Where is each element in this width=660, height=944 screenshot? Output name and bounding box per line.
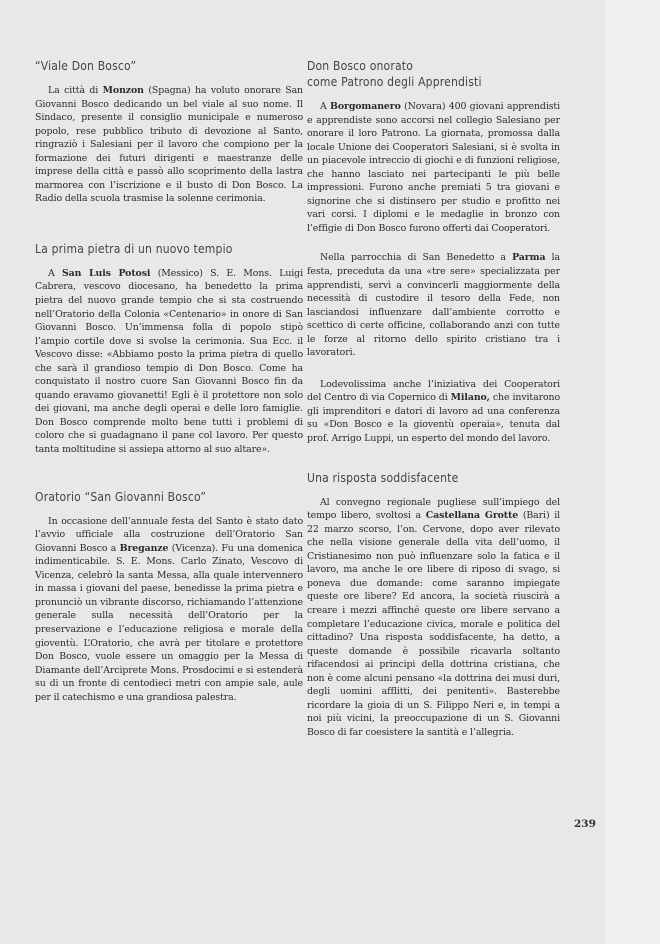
article-heading: La prima pietra di un nuovo tempio [35, 240, 233, 256]
place-name: Monzon [102, 85, 144, 96]
article-oratorio [35, 489, 303, 705]
place-name: Breganze [119, 542, 169, 554]
article-heading: Una risposta soddisfacente [307, 469, 459, 485]
article-heading [307, 58, 525, 90]
page-number: 239 [574, 818, 596, 830]
article-paragraph: La città di Monzon (Spagna) ha voluto onorare San Giovanni Bosco dedicando un bel viale al suo nome. Il Sindaco, presente il consiglio municipale e numeroso popolo, rese pubblico tributo di devozione al Santo, ringraziò i Salesiani per il lavoro che compiono per la formazione dei futuri dirigenti e maestranze delle imprese della città e passò allo scoprimento della lastra marmorea con l’iscrizione e il busto di Don Bosco. La Radio della scuola trasmise la solenne cerimonia. [35, 85, 303, 205]
place-name: Borgomanero [330, 101, 401, 112]
heading-line: Don Bosco onorato [307, 58, 414, 73]
article-paragraph: A San Luis Potosi (Messico) S. E. Mons. Luigi Cabrera, vescovo diocesano, ha benedetto la prima pietra del nuovo grande tempio che si sta costruendo nell’Oratorio della Colonia «Centenario» in onore di San Giovanni Bosco. Un’immensa folla di popolo stipò l’ampio cortile dove si svolse la cerimonia. Sua Ecc. il Vescovo disse: «Abbiamo posto la prima pietra di quello che sarà il grandioso tempio di Don Bosco. Come ha conquistato il nostro cuore San Giovanni Bosco fin da quando eravamo giovanetti! Egli è il protettore non solo dei giovani, ma anche degli operai e delle loro famiglie. Don Bosco comprende molto bene tutti i problemi di coloro che si guadagnano il pane col lavoro. Per questo tanta moltitudine si assiepa attorno al suo altare». [35, 267, 303, 456]
place-name: San Luis Potosi [62, 267, 151, 279]
article-paragraph: In occasione dell’annuale festa del Santo è stato dato l’avvio ufficiale alla costruzione dell’Oratorio San Giovanni Bosco a Breganze (Vicenza). Fu una domenica indimenticabile. S. E. Mons. Carlo Zinato, Vescovo di Vicenza, celebrò la santa Messa, alla quale intervennero in massa i giovani del paese, benedisse la prima pietra e pronunciò un vibrante discorso, richiamando l’attenzione generale sulla necessità dell’Oratorio per la preservazione e l’educazione religiosa e morale della gioventù. L’Oratorio, che avrà per titolare e protettore Don Bosco, vuole essere un omaggio per la Messa di Diamante dell’Arciprete Mons. Prosdocimi e si estenderà su di un fronte di centodieci metri con ampie sale, aule per il catechismo e una grandiosa palestra. [35, 515, 303, 703]
article-paragraph: A Borgomanero (Novara) 400 giovani apprendisti e apprendiste sono accorsi nel collegio Salesiano per onorare il loro Patrono. La giornata, promossa dalla locale Unione dei Cooperatori Salesiani, si è svolta in un piacevole intreccio di giochi e di funzioni religiose, che hanno lasciato nei partecipanti le più belle impressioni. Furono anche premiati 5 tra giovani e signorine che si distinsero per studio e profitto nei vari corsi. I diplomi e le medaglie in bronzo con l’effigie di Don Bosco furono offerti dai Cooperatori. [307, 101, 560, 234]
article-prima-pietra [35, 241, 303, 457]
article-paragraph: Al convegno regionale pugliese sull’impiego del tempo libero, svoltosi a Castellana Grotte (Bari) il 22 marzo scorso, l’on. Cervone, dopo aver rilevato che nella visione generale della vita dell’uomo, il Cristianesimo non può influenzare solo la fatica e il lavoro, ma anche le ore libere di riposo di svago, si poneva due domande: come saranno impiegate queste ore libere? Ed ancora, la società riuscirà a creare i mezzi affinché queste ore libere servano a completare l’educazione civica, morale e politica del cittadino? Una risposta soddisfacente, ha detto, a queste domande è possibile ricavarla soltanto rifacendosi ai principi della dottrina cristiana, che non è come alcuni pensano «la dottrina dei musi duri, degli uomini afflitti, dei penitenti». Basterebbe ricordare la gioia di un S. Filippo Neri e, in tempi a noi più vicini, la preoccupazione di un S. Giovanni Bosco di far coesistere la santità e l’allegria. [307, 496, 560, 738]
left-column [35, 58, 303, 704]
article-viale-don-bosco [35, 58, 303, 206]
article-paragraph: Lodevolissima anche l’iniziativa dei Cooperatori del Centro di via Copernico di Milano, che invitarono gli imprenditori e datori di lavoro ad una conferenza su «Don Bosco e la gioventù operaia», tenuta dal prof. Arrigo Luppi, un esperto del mondo del lavoro. [307, 378, 560, 445]
place-name: Parma [512, 252, 546, 264]
place-name: Milano, [450, 392, 490, 404]
heading-line: come Patrono degli Apprendisti [307, 74, 482, 89]
article-patrono-apprendisti [307, 58, 560, 446]
article-risposta-soddisfacente [307, 470, 560, 740]
article-heading: Oratorio “San Giovanni Bosco” [35, 488, 207, 504]
article-heading: “Viale Don Bosco” [35, 58, 137, 73]
article-paragraph: Nella parrocchia di San Benedetto a Parma la festa, preceduta da una «tre sere» specializzata per apprendisti, servì a convincerli maggiormente della necessità di custodire il tesoro della Fede, non lasciandosi influenzare dall’ambiente corrotto e scettico di certe officine, collaborando anzi con tutte le forze al ritorno dello spirito cristiano tra i lavoratori. [307, 252, 560, 359]
right-column [307, 58, 560, 739]
place-name: Castellana Grotte [425, 510, 519, 522]
